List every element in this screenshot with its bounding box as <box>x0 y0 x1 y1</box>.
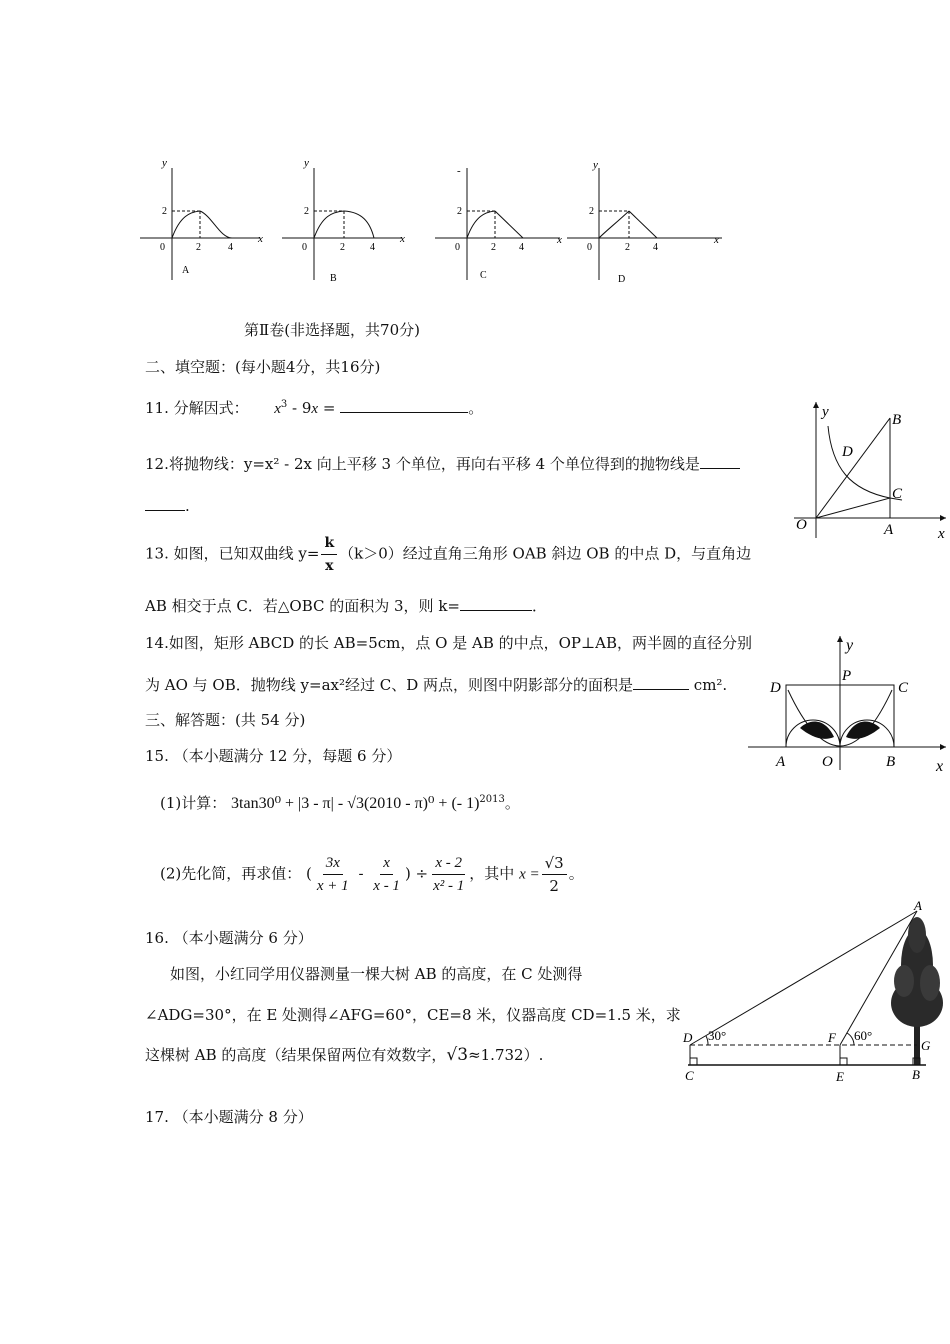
q15-p1-label: (1)计算： <box>160 794 227 812</box>
fig13-A: A <box>884 522 894 538</box>
q15-f1-num: 3x <box>323 852 343 875</box>
fig13-D: D <box>842 444 853 460</box>
graph-b-y-label: y <box>304 157 309 169</box>
q15-f3-den: x² - 1 <box>433 878 465 894</box>
q12-answer-blank[interactable] <box>700 454 740 469</box>
graph-b-letter: B <box>330 273 337 284</box>
graph-d-x-label: x <box>714 234 719 246</box>
fig16-D: D <box>683 1030 693 1045</box>
q13-post: （k＞0）经过直角三角形 OAB 斜边 OB 的中点 D，与直角边 <box>339 544 752 563</box>
q15-p1-exp: 2013 <box>479 794 505 805</box>
question-15-part2: (2)先化简，再求值： ( $\frac{3x}{x + 1}$ - $\frac{x}{x - 1}$ ) ÷ $\frac{x - 2}{\text{x² - 1}}$ ，其中 x = $\frac{√3}{2}$ 。 <box>160 854 584 895</box>
q15-p2-end: 。 <box>568 864 584 883</box>
graph-d-y-label: y <box>593 159 598 171</box>
fig13-x: x <box>938 526 945 542</box>
fig16-C: C <box>685 1068 694 1083</box>
question-16-title: 16. （本小题满分 6 分） <box>145 929 313 947</box>
graph-a-y-label: y <box>162 157 167 169</box>
q12-end: . <box>185 497 190 515</box>
fig13-C: C <box>892 486 903 502</box>
graph-d-x4: 4 <box>653 242 658 253</box>
graph-c-x-label: x <box>557 234 562 246</box>
q16-line3-pre: 这棵树 AB 的高度（结果保留两位有效数字， <box>145 1046 447 1064</box>
q13-end: ． <box>532 597 548 615</box>
q14-answer-blank[interactable] <box>633 675 689 690</box>
q15-p1-expr: 3tan30⁰ + |3 - π| - √3(2010 - π)⁰ + (- 1) <box>231 795 480 812</box>
q11-answer-blank[interactable] <box>340 398 468 413</box>
graph-a-x2: 2 <box>196 242 201 253</box>
graph-c-y-label: - <box>457 165 461 177</box>
graph-d-y2: 2 <box>589 206 594 217</box>
q11-label: 11. 分解因式： <box>145 399 249 417</box>
graph-a-origin: 0 <box>160 242 165 253</box>
question-12-line2 <box>145 496 190 516</box>
graph-c-y2: 2 <box>457 206 462 217</box>
graph-d <box>567 159 722 285</box>
fill-in-header: 二、填空题：(每小题4分，共16分) <box>145 358 381 376</box>
question-17-title: 17. （本小题满分 8 分） <box>145 1108 313 1126</box>
question-11 <box>145 395 483 419</box>
fig13-O: O <box>796 517 807 533</box>
q11-x: x <box>274 401 281 417</box>
q15-xval-den: 2 <box>549 877 559 895</box>
fig14-D: D <box>770 680 781 696</box>
section2-title: 第Ⅱ卷(非选择题，共70分) <box>244 321 420 339</box>
question-16-line3 <box>145 1045 543 1065</box>
graph-a-y2: 2 <box>162 206 167 217</box>
graph-b-x-label: x <box>400 233 405 245</box>
q13-answer-blank[interactable] <box>460 596 532 611</box>
graph-b-y2: 2 <box>304 206 309 217</box>
fig16-G: G <box>921 1038 931 1053</box>
fig16-B: B <box>912 1067 920 1082</box>
fig14-O: O <box>822 754 833 770</box>
fig13-B: B <box>892 412 902 428</box>
fig14-A: A <box>776 754 786 770</box>
graph-d-origin: 0 <box>587 242 592 253</box>
figure-q16 <box>678 895 946 1087</box>
q14-unit: cm². <box>689 676 728 694</box>
fig13-y: y <box>822 404 829 420</box>
graph-a-letter: A <box>182 265 190 276</box>
fig14-B: B <box>886 754 896 770</box>
fig16-A: A <box>914 898 922 913</box>
graph-b-origin: 0 <box>302 242 307 253</box>
q13-frac-den: x <box>325 558 334 574</box>
option-graphs <box>130 150 730 290</box>
question-16-line1: 如图，小红同学用仪器测量一棵大树 AB 的高度，在 C 处测得 <box>170 965 583 983</box>
figure-q13 <box>790 398 948 543</box>
q14-line2: 为 AO 与 OB．抛物线 y=ax²经过 C、D 两点，则图中阴影部分的面积是 <box>145 676 634 694</box>
fig16-F: F <box>828 1030 836 1045</box>
q13-line2: AB 相交于点 C．若△OBC 的面积为 3，则 k= <box>145 597 460 615</box>
q11-eq: = <box>318 399 336 417</box>
q11-exp: 3 <box>280 399 288 410</box>
question-15-title: 15. （本小题满分 12 分，每题 6 分） <box>145 747 402 765</box>
fig14-P: P <box>842 668 852 684</box>
fig14-C: C <box>898 680 909 696</box>
graph-c-x2: 2 <box>491 242 496 253</box>
q15-p2-label: (2)先化简，再求值： <box>160 864 302 883</box>
graph-b-x4: 4 <box>370 242 375 253</box>
graph-b <box>282 157 405 284</box>
q11-rest: - 9 <box>287 399 312 417</box>
fig16-angle60: 60° <box>854 1028 873 1043</box>
fig16-E: E <box>836 1069 844 1084</box>
question-14-line1: 14.如图，矩形 ABCD 的长 AB=5cm，点 O 是 AB 的中点，OP⊥AB，两半圆的直径分别 <box>145 634 752 652</box>
q15-f2-den: x - 1 <box>373 878 400 894</box>
graph-a-x4: 4 <box>228 242 233 253</box>
fig14-x: x <box>936 758 944 774</box>
graph-a <box>140 157 263 280</box>
fig16-angle30: 30° <box>708 1028 727 1043</box>
q15-mid: ，其中 <box>469 864 515 883</box>
q16-line3-post: ≈1.732）. <box>468 1046 544 1064</box>
q15-xval-lhs: x = <box>519 866 540 883</box>
q12-answer-blank-cont[interactable] <box>145 496 185 511</box>
question-13-line1 <box>145 532 751 577</box>
q12-text: 12.将抛物线：y=x² - 2x 向上平移 3 个单位，再向右平移 4 个单位得到的抛物线是 <box>145 455 700 473</box>
question-12-line1 <box>145 454 740 474</box>
graph-d-letter: D <box>618 274 626 285</box>
q15-xval-num: √3 <box>542 852 567 875</box>
tree-image <box>891 917 943 1065</box>
question-16-line2: ∠ADG=30°，在 E 处测得∠AFG=60°，CE=8 米，仪器高度 CD=1.5 米，求 <box>145 1006 681 1024</box>
q15-f3-num: x - 2 <box>432 852 465 875</box>
q13-pre: 13. 如图，已知双曲线 y= <box>145 544 320 563</box>
graph-c-x4: 4 <box>519 242 524 253</box>
graph-b-x2: 2 <box>340 242 345 253</box>
graph-c-origin: 0 <box>455 242 460 253</box>
q13-frac-num: k <box>321 532 337 555</box>
graph-a-x-label: x <box>258 233 263 245</box>
figure-q14 <box>748 632 948 774</box>
q15-p1-end: 。 <box>504 794 520 812</box>
q11-end: 。 <box>468 399 484 417</box>
graph-c-letter: C <box>480 270 487 281</box>
q15-f2-num: x <box>380 852 393 875</box>
q16-sqrt3: √3 <box>446 1045 469 1065</box>
question-15-part1 <box>160 790 520 814</box>
q15-f1-den: x + 1 <box>316 878 349 894</box>
q11-x2: x <box>311 401 319 417</box>
solve-header: 三、解答题：(共 54 分) <box>145 711 306 729</box>
fig14-y: y <box>846 637 854 654</box>
graph-d-x2: 2 <box>625 242 630 253</box>
question-13-line2 <box>145 596 547 616</box>
question-14-line2 <box>145 675 727 695</box>
graph-c <box>435 165 562 281</box>
